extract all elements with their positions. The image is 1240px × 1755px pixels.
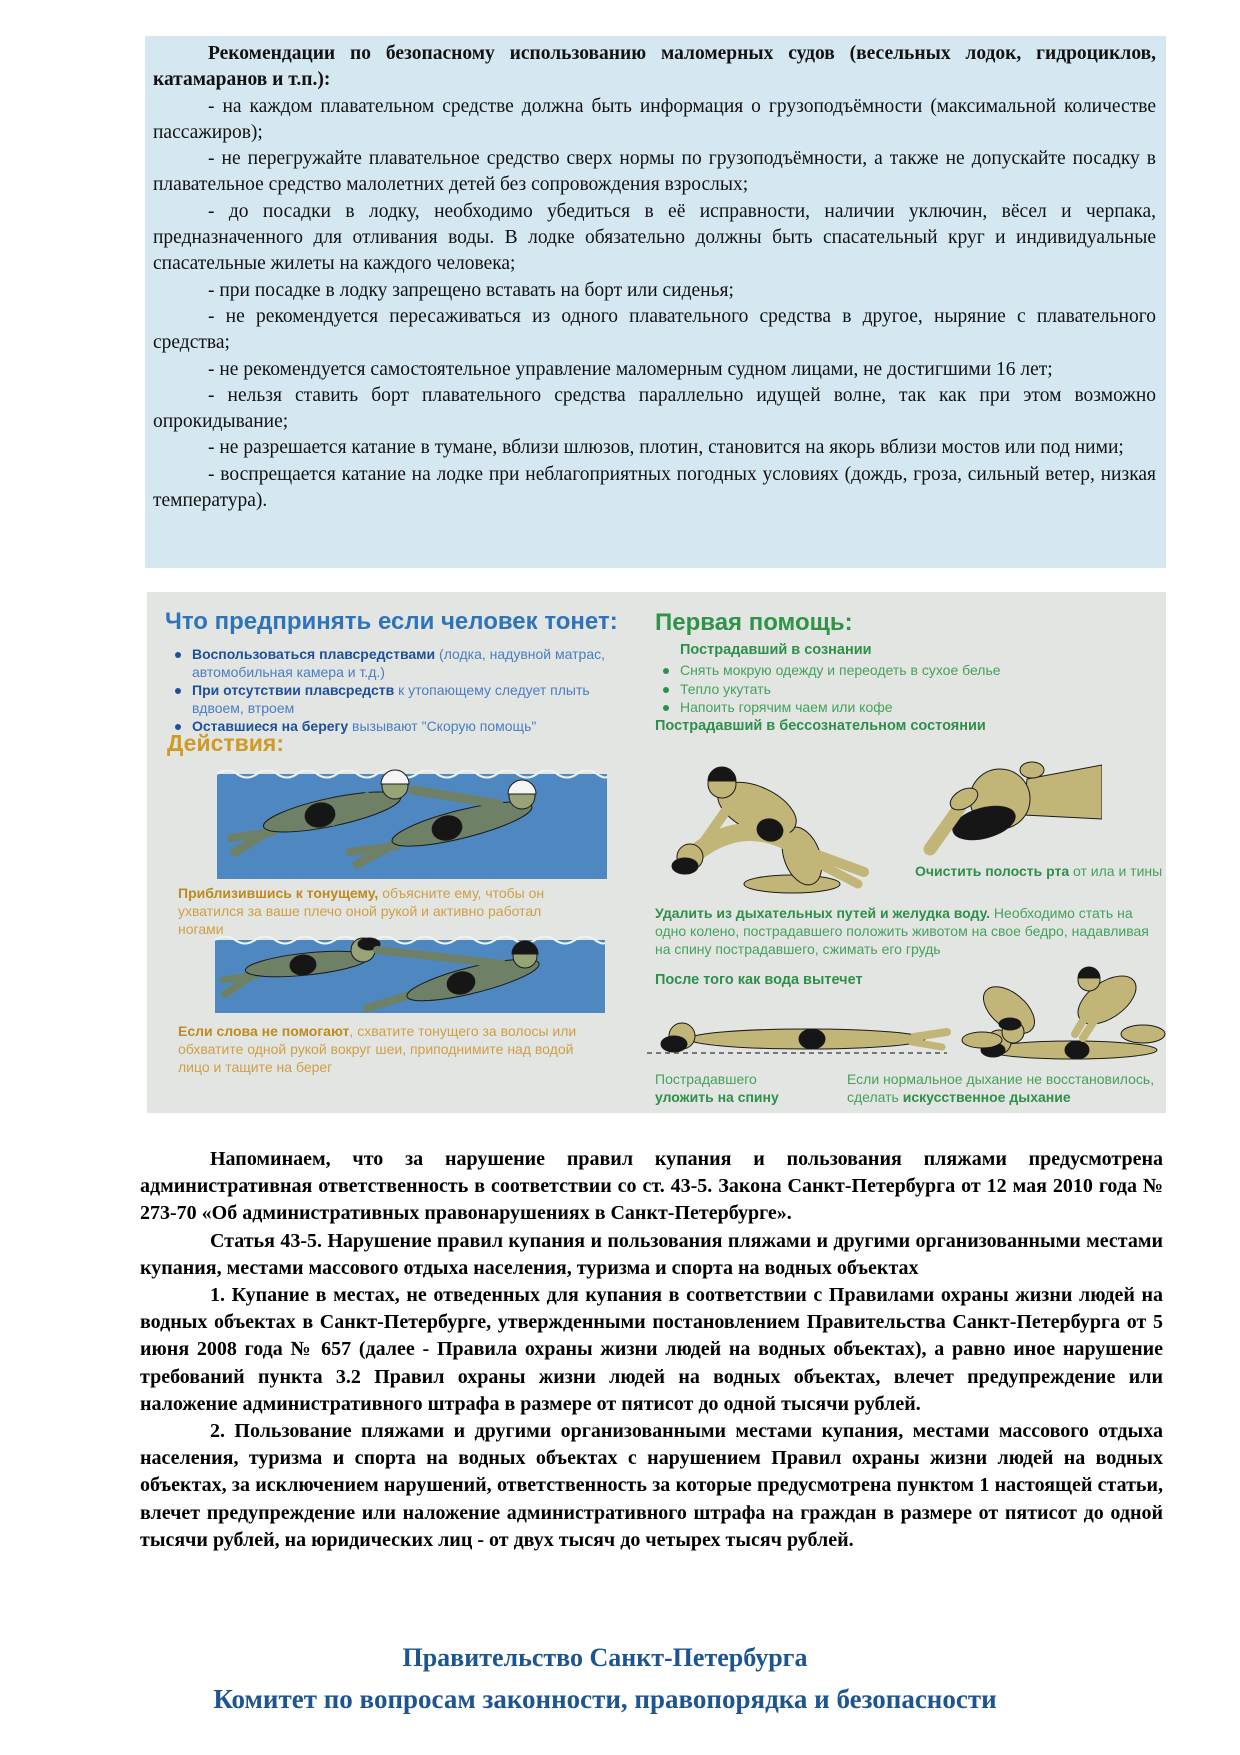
- caption-lead: Очистить полость рта: [915, 863, 1070, 879]
- bullet-lead: Воспользоваться плавсредствами: [192, 646, 436, 662]
- government-line: Правительство Санкт-Петербурга: [402, 1643, 808, 1672]
- conscious-label: Пострадавший в сознании: [680, 642, 872, 658]
- list-item: Тепло укутать: [657, 681, 1137, 699]
- clean-mouth-caption: [915, 862, 1166, 880]
- recommendation-item: - не перегружайте плавательное средство сверх нормы по грузоподъёмности, а также не допускайте посадку в плавательное средство малолетних детей без сопровождения взрослых;: [153, 148, 1156, 196]
- caption-text: объясните ему, чтобы он ухватился за ваше плечо оной рукой и активно работал ногами: [178, 885, 545, 937]
- clean-mouth-illustration: [912, 757, 1102, 857]
- lying-on-back-illustration: [642, 990, 952, 1065]
- caption-lead: уложить на спину: [655, 1089, 779, 1105]
- recommendation-item: - на каждом плавательном средстве должна быть информация о грузоподъёмности (максимальной количестве пассажиров);: [153, 95, 1156, 143]
- caption-line: Пострадавшего: [655, 1071, 757, 1087]
- bullet-lead: Оставшиеся на берегу: [192, 718, 349, 734]
- bullet-text: вызывают "Скорую помощь": [348, 718, 537, 734]
- legal-liability-section: [140, 1146, 1163, 1638]
- cpr-illustration: [957, 952, 1166, 1072]
- tow-on-back-illustration: [215, 928, 605, 1013]
- recommendation-item: - до посадки в лодку, необходимо убедиться в её исправности, наличии уключин, вёсел и черпака, предназначенного для отливания воды. В лодке обязательно должны быть спасательный круг и индивидуальные спасательные жилеты на каждого человека;: [153, 200, 1156, 275]
- safety-recommendations-panel: [145, 36, 1166, 568]
- caption-text: от ила и тины: [1069, 863, 1163, 879]
- legal-paragraph: 2. Пользование пляжами и другими организованными местами купания, местами массового отдыха населения, туризма и спорта на водных объектах с нарушением Правил охраны жизни людей на водных объектах, за исключением нарушений, ответственность за которые предусмотрена пунктом 1 настоящей статьи, влечет предупреждение или наложение административного штрафа на граждан в размере от пятисот до одной тысячи рублей, на юридических лиц - от двух тысяч до четырех тысяч рублей.: [140, 1420, 1163, 1551]
- recommendations-title: Рекомендации по безопасному использованию маломерных судов (весельных лодок, гидроциклов, катамаранов и т.п.):: [153, 43, 1156, 91]
- bullet-lead: При отсутствии плавсредств: [192, 682, 395, 698]
- recommendation-item: - не рекомендуется пересаживаться из одного плавательного средства в другое, ныряние с плавательного средства;: [153, 305, 1156, 354]
- caption-text: Необходимо стать на одно колено, пострадавшего положить животом на свое бедро, надавливая на спину пострадавшего, сжимать его грудь: [655, 905, 1149, 957]
- recommendation-item: - воспрещается катание на лодке при неблагоприятных погодных условиях (дождь, гроза, сильный ветер, низкая температура).: [153, 463, 1156, 512]
- committee-line: Комитет по вопросам законности, правопорядка и безопасности: [213, 1684, 997, 1714]
- drowning-rescue-infographic: [147, 592, 1166, 1113]
- after-water-label: После того как вода вытечет: [655, 972, 863, 988]
- caption-lead: Приблизившись к тонущему,: [178, 885, 379, 901]
- recommendation-item: - не разрешается катание в тумане, вблизи шлюзов, плотин, становится на якорь вблизи мостов или под ними;: [208, 437, 1124, 459]
- recommendation-item: - при посадке в лодку запрещено вставать на борт или сиденья;: [208, 279, 734, 301]
- caption-line: Если нормальное дыхание не восстановилось,: [847, 1071, 1155, 1087]
- legal-paragraph: Статья 43-5. Нарушение правил купания и пользования пляжами и другими организованными местами купания, местами массового отдыха населения, туризма и спорта на водных объектах: [140, 1229, 1163, 1279]
- bullet-text: (лодка, надувной матрас, автомобильная камера и т.д.): [192, 646, 605, 680]
- caption-lead: Если слова не помогают: [178, 1023, 350, 1039]
- legal-paragraph: 1. Купание в местах, не отведенных для купания в соответствии с Правилами охраны жизни людей на водных объектах в Санкт-Петербурге, утвержденными постановлением Правительства Санкт-Петербурга от 5 июня 2008 года № 657 (далее - Правила охраны жизни людей на водных объектах), а равно иное нарушение требований пункта 3.2 Правил охраны жизни людей на водных объектах, влечет предупреждение или наложение административного штрафа в размере от пятисот до одной тысячи рублей.: [140, 1284, 1163, 1415]
- conscious-steps-list: [657, 662, 1137, 718]
- list-item: Напоить горячим чаем или кофе: [657, 699, 1137, 717]
- caption-lead: искусственное дыхание: [902, 1089, 1071, 1105]
- tow-by-shoulder-illustration: [217, 754, 607, 879]
- over-knee-illustration: [652, 754, 877, 904]
- remove-water-caption: [655, 904, 1160, 958]
- caption-text: , схватите тонущего за волосы или обхватите одной рукой вокруг шеи, приподнимите над водой лицо и тащите на берег: [178, 1023, 577, 1075]
- legal-paragraph: Напоминаем, что за нарушение правил купания и пользования пляжами предусмотрена административная ответственность в соответствии со ст. 43-5. Закона Санкт-Петербурга от 12 мая 2010 года № 273-70 «Об административных правонарушениях в Санкт-Петербурге».: [140, 1148, 1163, 1225]
- unconscious-label: Пострадавший в бессознательном состоянии: [655, 718, 986, 734]
- grab-hair-caption: [178, 1022, 598, 1076]
- what-to-do-title: Что предпринять если человек тонет:: [165, 608, 618, 635]
- cpr-caption: [847, 1070, 1166, 1106]
- recommendation-item: - нельзя ставить борт плавательного средства параллельно идущей волне, так как при этом возможно опрокидывание;: [153, 384, 1156, 433]
- actions-label: Действия:: [167, 730, 285, 756]
- rescue-options-list: [169, 646, 639, 737]
- first-aid-title: Первая помощь:: [655, 609, 853, 636]
- list-item: [169, 646, 639, 681]
- caption-line: [847, 1088, 1166, 1106]
- list-item: [169, 682, 639, 717]
- bullet-text: к утопающему следует плыть вдвоем, втроем: [192, 682, 590, 716]
- list-item: Снять мокрую одежду и переодеть в сухое белье: [657, 662, 1137, 680]
- caption-text: сделать: [847, 1089, 903, 1105]
- signature-block: [0, 1638, 1210, 1720]
- caption-lead: Удалить из дыхательных путей и желудка воду.: [655, 905, 991, 921]
- recommendation-item: - не рекомендуется самостоятельное управление маломерным судном лицами, не достигшими 16 лет;: [208, 358, 1053, 380]
